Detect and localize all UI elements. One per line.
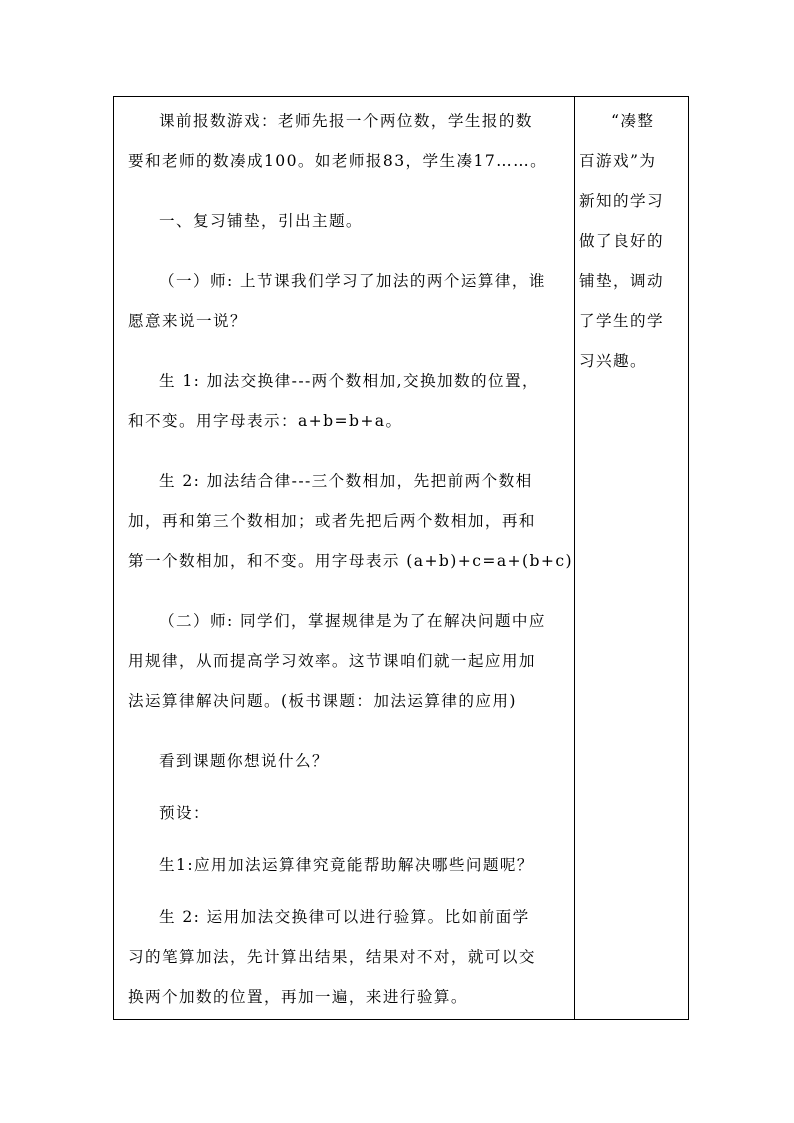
text-line: （二）师: 同学们，掌握规律是为了在解决问题中应 — [159, 612, 546, 630]
paragraph-prompt — [128, 741, 570, 781]
text-line: 加，再和第三个数相加；或者先把后两个数相加，再和 — [128, 512, 536, 530]
paragraph-teacher-question — [128, 261, 570, 341]
side-note — [579, 101, 688, 381]
paragraph-presupposition-label — [128, 793, 570, 833]
text-line: 看到课题你想说什么？ — [159, 752, 329, 770]
paragraph-teacher-intro-topic — [128, 601, 570, 721]
text-line: 换两个加数的位置，再加一遍，来进行验算。 — [128, 988, 468, 1006]
text-line: 第一个数相加，和不变。用字母表示 (a+b)+c=a+(b+c) — [128, 552, 573, 570]
text-line: 一、复习铺垫，引出主题。 — [159, 212, 363, 230]
text-line: 百游戏”为 — [579, 152, 657, 170]
text-line: 新知的学习 — [579, 192, 664, 210]
paragraph-student2-verification — [128, 897, 570, 1017]
text-line: 习兴趣。 — [579, 352, 647, 370]
lesson-process-cell — [114, 97, 575, 1019]
text-line: 预设： — [159, 804, 210, 822]
text-line: 生 2: 运用加法交换律可以进行验算。比如前面学 — [159, 908, 530, 926]
paragraph-student1-question — [128, 845, 570, 885]
text-line: 了学生的学 — [579, 312, 664, 330]
text-line: 要和老师的数凑成100。如老师报83，学生凑17……。 — [128, 152, 548, 170]
text-line: 法运算律解决问题。(板书课题：加法运算律的应用) — [128, 692, 517, 710]
paragraph-student1-commutative — [128, 361, 570, 441]
lesson-table — [113, 96, 689, 1020]
text-line: 做了良好的 — [579, 232, 664, 250]
paragraph-student2-associative — [128, 461, 573, 581]
text-line: 生 1: 加法交换律---两个数相加,交换加数的位置， — [159, 372, 539, 390]
paragraph-warmup-game — [128, 101, 570, 181]
text-line: 课前报数游戏：老师先报一个两位数，学生报的数 — [159, 112, 533, 130]
text-line: 和不变。用字母表示：a+b=b+a。 — [128, 412, 403, 430]
text-line: 生 2: 加法结合律---三个数相加，先把前两个数相 — [159, 472, 533, 490]
text-line: 愿意来说一说？ — [128, 312, 247, 330]
text-line: 习的笔算加法，先计算出结果，结果对不对，就可以交 — [128, 948, 536, 966]
text-line: （一）师: 上节课我们学习了加法的两个运算律，谁 — [159, 272, 546, 290]
design-intent-cell — [575, 97, 688, 1019]
text-line: 铺垫，调动 — [579, 272, 664, 290]
text-line: “凑整 — [611, 112, 655, 130]
text-line: 生1:应用加法运算律究竟能帮助解决哪些问题呢？ — [159, 856, 534, 874]
text-line: 用规律，从而提高学习效率。这节课咱们就一起应用加 — [128, 652, 536, 670]
paragraph-section-heading — [128, 201, 570, 241]
